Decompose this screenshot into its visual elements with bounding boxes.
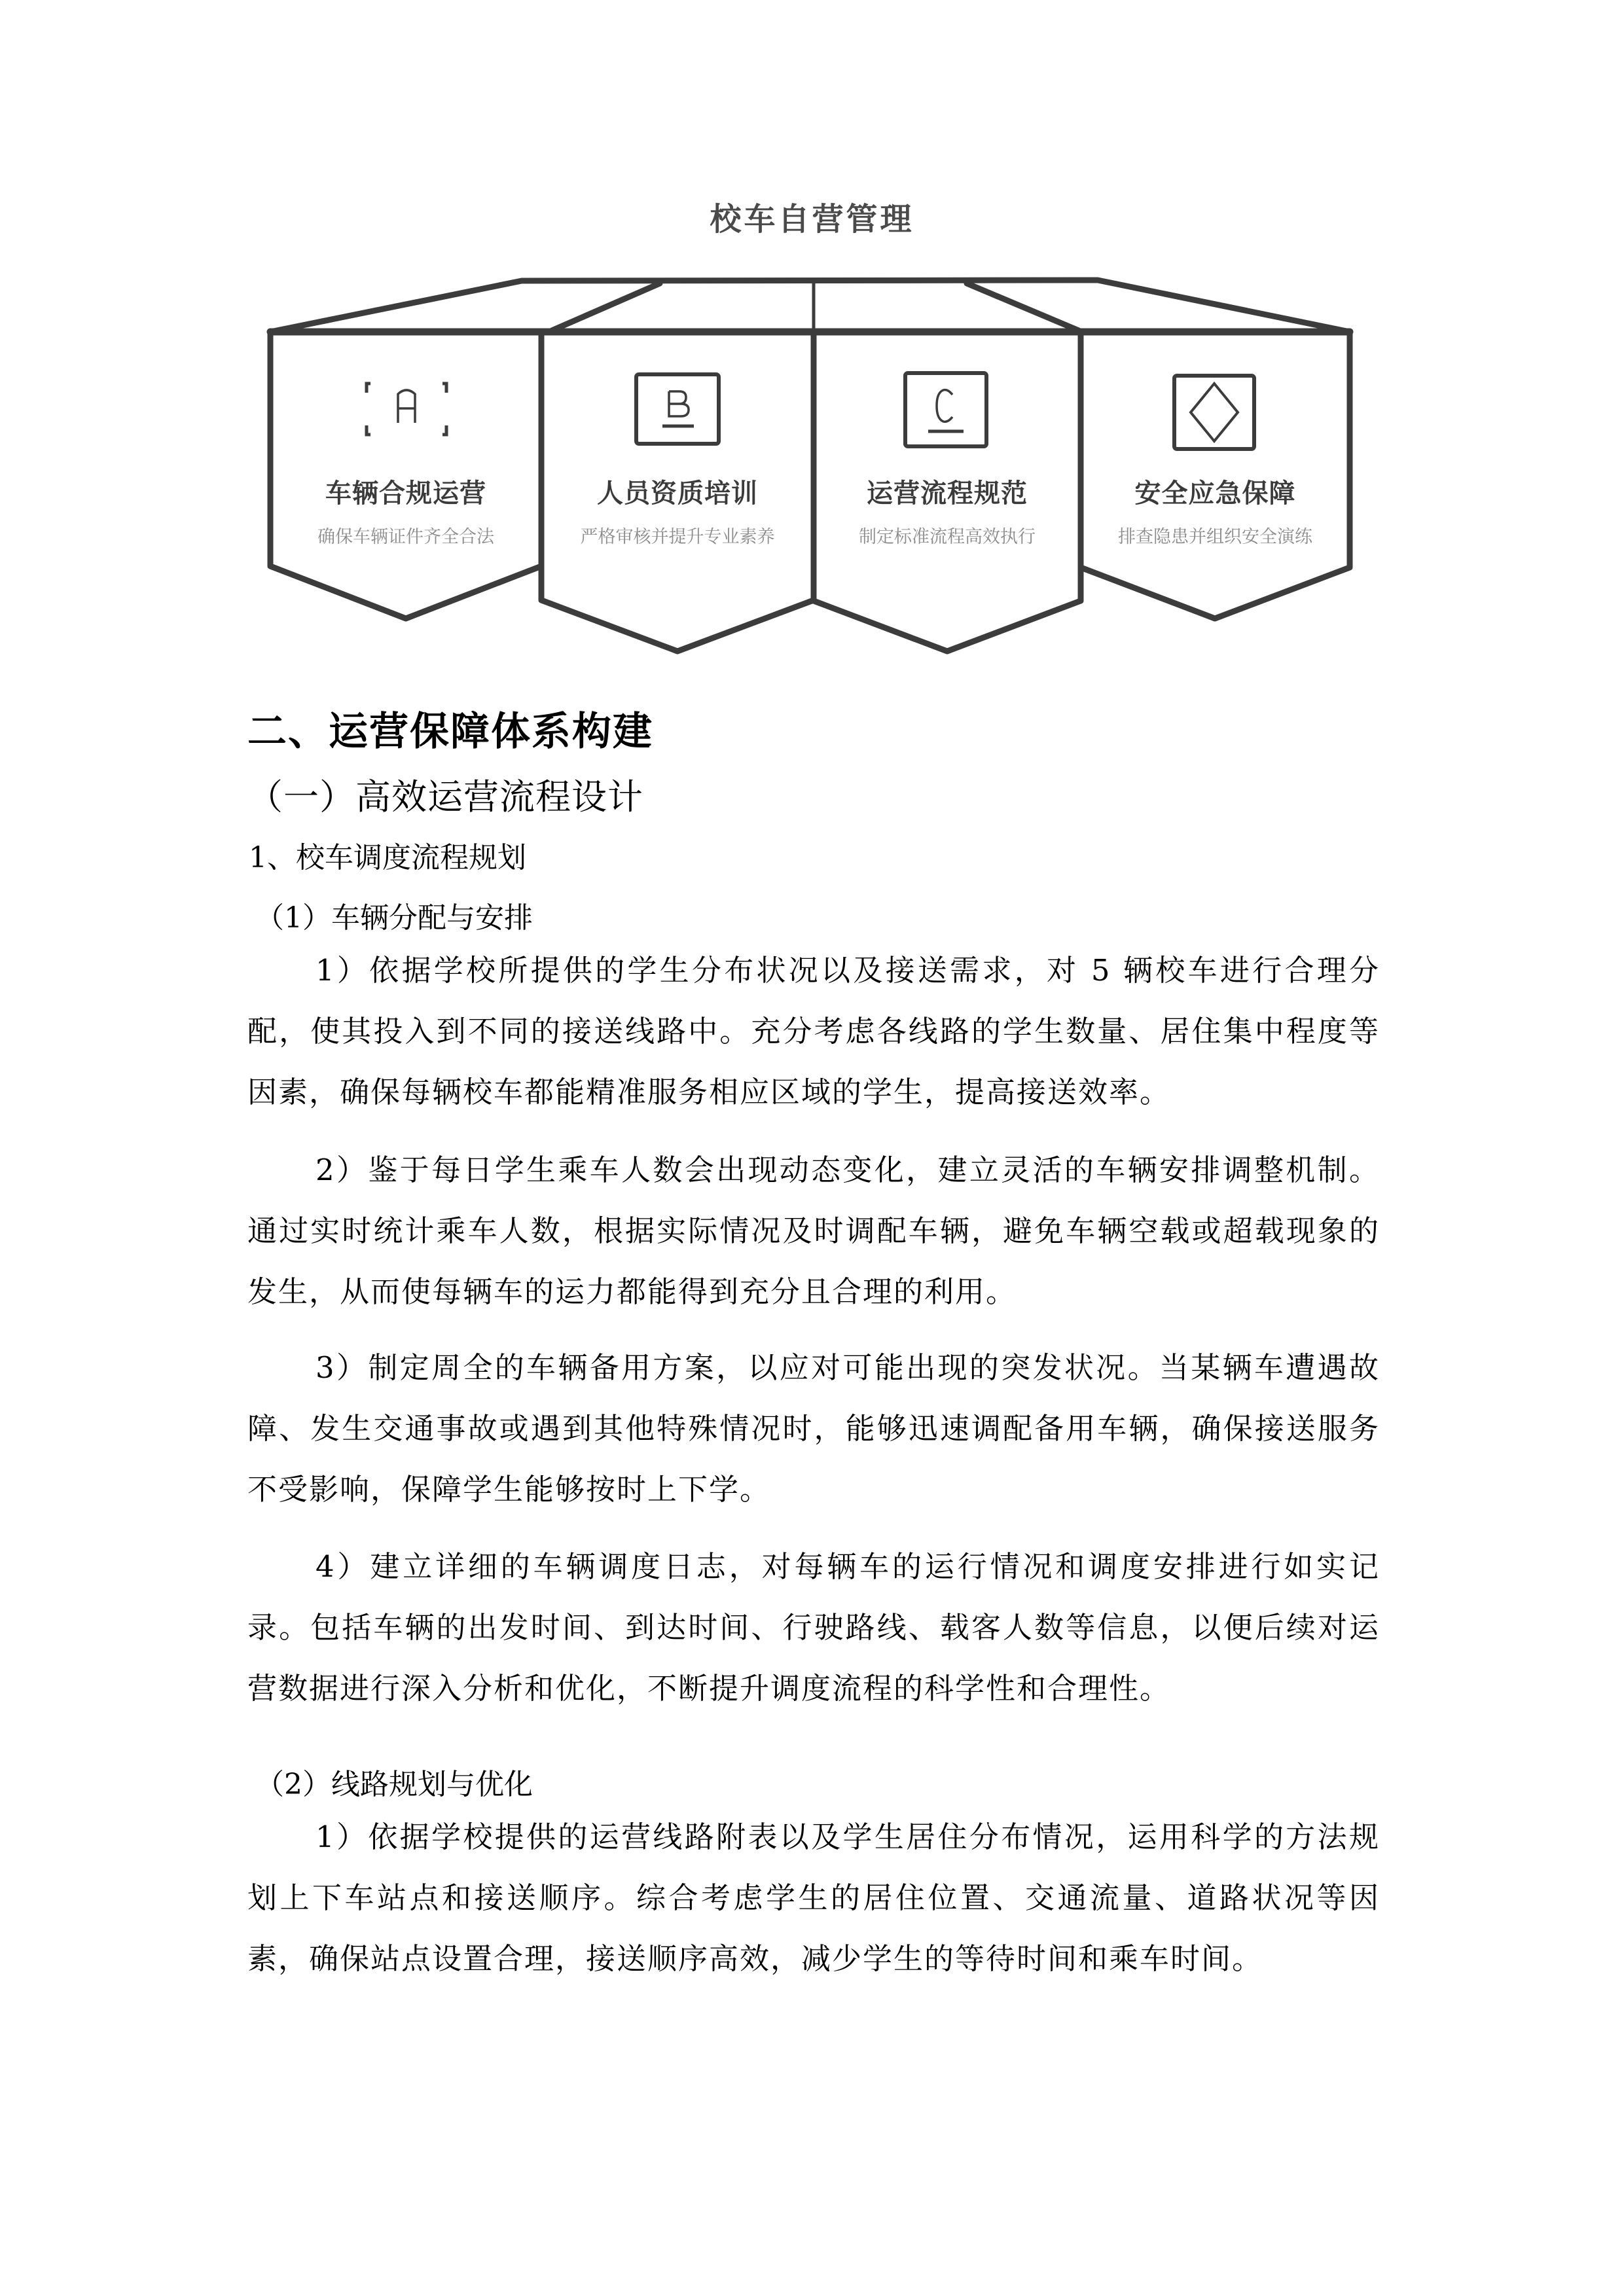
- paragraph: 3）制定周全的车辆备用方案，以应对可能出现的突发状况。当某辆车遭遇故障、发生交通事故或遇到其他特殊情况时，能够迅速调配备用车辆，确保接送服务不受影响，保障学生能够按时上下学。: [247, 1350, 1380, 1507]
- roof-shape: [270, 280, 1350, 332]
- item-heading: 1、校车调度流程规划: [249, 841, 526, 874]
- panel-heading: 运营流程规范: [867, 478, 1028, 509]
- panel-heading: 安全应急保障: [1134, 478, 1296, 509]
- paragraph: 4）建立详细的车辆调度日志，对每辆车的运行情况和调度安排进行如实记录。包括车辆的出发时间、到达时间、行驶路线、载客人数等信息，以便后续对运营数据进行深入分析和优化，不断提升调度流程的科学性和合理性。: [247, 1549, 1380, 1706]
- diagram-shapes: [0, 0, 1624, 668]
- panel-safety-emergency: [1081, 473, 1350, 550]
- panel-heading: 车辆合规运营: [325, 478, 486, 509]
- diagram-title: 校车自营管理: [710, 201, 914, 238]
- panel-process-standard: [814, 473, 1081, 550]
- panel-subtitle: 严格审核并提升专业素养: [580, 527, 775, 547]
- paragraph: 1）依据学校提供的运营线路附表以及学生居住分布情况，运用科学的方法规划上下车站点和接送顺序。综合考虑学生的居住位置、交通流量、道路状况等因素，确保站点设置合理，接送顺序高效，减少学生的等待时间和乘车时间。: [247, 1820, 1380, 1976]
- part-heading-vehicle-allocation: （1）车辆分配与安排: [255, 901, 533, 935]
- panel-subtitle: 排查隐患并组织安全演练: [1118, 527, 1312, 547]
- part-heading-route-planning: （2）线路规划与优化: [255, 1768, 533, 1801]
- panel-vehicle-compliance: [270, 473, 541, 550]
- panel-subtitle: 制定标准流程高效执行: [859, 527, 1036, 547]
- panel-heading: 人员资质培训: [597, 478, 758, 509]
- school-bus-management-diagram: [0, 0, 1624, 668]
- section-heading: 二、运营保障体系构建: [247, 709, 653, 755]
- paragraph: 2）鉴于每日学生乘车人数会出现动态变化，建立灵活的车辆安排调整机制。通过实时统计乘车人数，根据实际情况及时调配车辆，避免车辆空载或超载现象的发生，从而使每辆车的运力都能得到充分且合理的利用。: [247, 1153, 1380, 1309]
- panel-subtitle: 确保车辆证件齐全合法: [317, 527, 494, 547]
- subsection-heading: （一）高效运营流程设计: [247, 776, 643, 817]
- paragraph: 1）依据学校所提供的学生分布状况以及接送需求，对 5 辆校车进行合理分配，使其投入到不同的接送线路中。充分考虑各线路的学生数量、居住集中程度等因素，确保每辆校车都能精准服务相应区域的学生，提高接送效率。: [247, 953, 1380, 1109]
- panel-staff-training: [541, 473, 814, 550]
